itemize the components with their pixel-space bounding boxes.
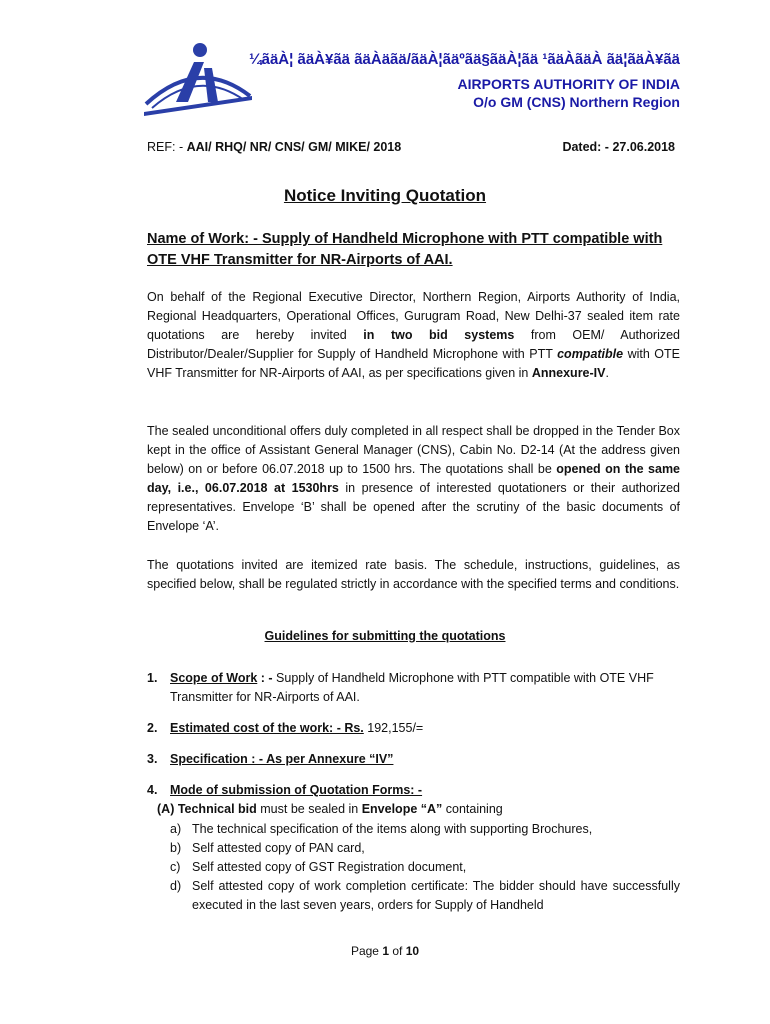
list-item-scope: 1. Scope of Work : - Supply of Handheld Microphone with PTT compatible with OTE VHF Transmitter for NR-Airports of AAI.	[147, 671, 654, 704]
header-organization: AIRPORTS AUTHORITY OF INDIA	[457, 76, 680, 92]
sub-item-d: d) Self attested copy of work completion certificate: The bidder should have successfully executed in the last seven years, orders for Supply of Handheld	[170, 879, 680, 912]
reference-number: REF: - AAI/ RHQ/ NR/ CNS/ GM/ MIKE/ 2018	[147, 140, 402, 154]
name-of-work: Name of Work: - Supply of Handheld Microphone with PTT compatible with OTE VHF Transmitter for NR-Airports of AAI.	[147, 231, 663, 268]
guidelines-heading: Guidelines for submitting the quotations	[264, 629, 506, 643]
paragraph-invitation: On behalf of the Regional Executive Director, Northern Region, Airports Authority of India, Regional Headquarters, Operational Offices, Gurugram Road, New Delhi-37 sealed item rate quotations are hereby invited in two bid systems from OEM/ Authorized Distributor/Dealer/Supplier for Supply of Handheld Microphone with PTT compatible with OTE VHF Transmitter for NR-Airports of AAI, as per specifications given in Annexure-IV.	[147, 290, 680, 380]
sub-item-b: b) Self attested copy of PAN card,	[170, 841, 365, 855]
date: Dated: - 27.06.2018	[562, 140, 675, 154]
paragraph-submission: The sealed unconditional offers duly completed in all respect shall be dropped in the Tender Box kept in the office of Assistant General Manager (CNS), Cabin No. D2-14 (At the address given below) on or before 06.07.2018 up to 1500 hrs. The quotations shall be opened on the same day, i.e., 06.07.2018 at 1530hrs in presence of interested quotationers or their authorized representatives. Envelope ‘B’ shall be opened after the scrutiny of the basic documents of Envelope ‘A’.	[147, 424, 681, 533]
page-title: Notice Inviting Quotation	[283, 186, 487, 205]
technical-bid-line: (A) Technical bid must be sealed in Envelope “A” containing	[157, 802, 503, 816]
list-item-estimated-cost: 2. Estimated cost of the work: - Rs. 192,155/=	[147, 721, 424, 735]
sub-item-a: a) The technical specification of the items along with supporting Brochures,	[170, 822, 593, 836]
aai-logo	[138, 38, 258, 120]
sub-item-c: c) Self attested copy of GST Registration document,	[170, 860, 467, 874]
header-hindi-line: ¼ãäÀ¦ ãäÀ¥ãä ãäÀäãä/ãäÀ¦ãäºãä§ãäÀ¦ãä ¹ãäÀãäÀ ãä¦ãäÀ¥ãä	[249, 51, 680, 68]
list-item-mode-of-submission: 4. Mode of submission of Quotation Forms: -	[147, 783, 423, 797]
page-footer: Page 1 of 10	[350, 944, 420, 958]
list-item-specification: 3. Specification : - As per Annexure “IV”	[147, 752, 394, 766]
paragraph-terms: The quotations invited are itemized rate basis. The schedule, instructions, guidelines, as specified below, shall be regulated strictly in accordance with the specified terms and conditions.	[147, 558, 680, 591]
header-office: O/o GM (CNS) Northern Region	[473, 94, 680, 110]
